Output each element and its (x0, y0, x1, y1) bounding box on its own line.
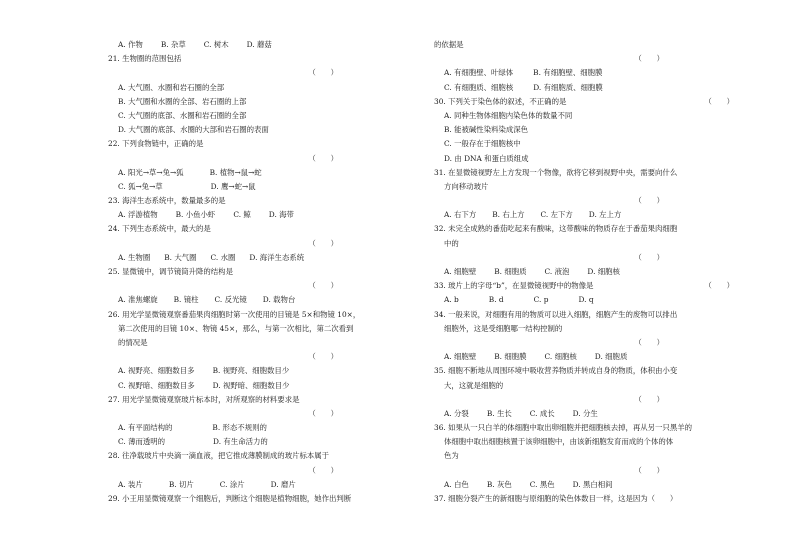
answer-option: C. 涂片 (219, 479, 245, 489)
answer-option: D. 载物台 (262, 295, 296, 305)
answer-option: B. 右上方 (492, 210, 525, 220)
question-text (108, 222, 430, 236)
line-text: A. 大气圈、水圈和岩石圈的全部 (118, 82, 225, 92)
answer-option: C. 液泡 (544, 267, 570, 276)
answer-option: C. 成长 (529, 408, 555, 418)
left-column (108, 38, 430, 506)
answer-option: A. 浮游植物 (118, 210, 158, 220)
question-text-continued (434, 449, 756, 463)
answer-option: A. 白色 (444, 479, 469, 489)
question-text (434, 222, 756, 236)
line-text: 色为 (444, 451, 459, 461)
answer-option: C. 视野暗、细胞数目多 (118, 380, 195, 390)
answer-option: B. 镜柱 (173, 295, 199, 305)
line-text: 34. 一般来说，对细胞有用的物质可以进入细胞，细胞产生的废物可以排出 (434, 309, 678, 319)
answer-options-row (434, 66, 756, 80)
answer-option: D. 左上方 (588, 210, 622, 220)
answer-option-line (434, 123, 756, 137)
question-text (434, 492, 756, 506)
answer-blank (108, 407, 430, 421)
question-text (108, 449, 430, 463)
answer-blank (434, 251, 756, 265)
question-text (108, 52, 430, 66)
answer-option: D. 细胞核 (587, 267, 620, 276)
answer-options-row (434, 208, 756, 222)
answer-option: D. 视野暗、细胞数目少 (212, 380, 290, 390)
answer-option: C. 细胞核 (544, 352, 577, 362)
question-text-continued (434, 180, 756, 194)
answer-blank-parens: （ ） (634, 252, 664, 262)
answer-blank (434, 464, 756, 478)
answer-option: C. 鲸 (233, 210, 251, 220)
answer-blank-parens: （ ） (704, 96, 734, 106)
answer-options-row (108, 38, 430, 52)
answer-options-row (434, 407, 756, 421)
answer-option: D. 细胞质 (594, 352, 628, 362)
answer-blank (434, 336, 756, 350)
answer-option: C. 黑色 (529, 479, 555, 489)
line-text: 大，这就是细胞的 (444, 380, 504, 390)
answer-option: B. 有细胞壁、细胞膜 (533, 68, 603, 78)
answer-option: B. 细胞膜 (494, 352, 527, 362)
answer-option: A. 有细胞壁、叶绿体 (444, 68, 514, 78)
right-column (434, 38, 756, 506)
line-text: 细胞外，这是受细胞哪一结构控制的 (444, 323, 563, 333)
line-text: 30. 下列关于染色体的叙述，不正确的是 (434, 96, 567, 106)
answer-options-row (434, 350, 756, 364)
line-text: 36. 如果从一只白羊的体细胞中取出卵细胞并把细胞核去掉，再从另一只黑羊的 (434, 423, 692, 433)
answer-option: A. 阳光→草→兔→狐 (118, 167, 184, 177)
question-text (434, 279, 756, 293)
answer-option: B. 生长 (486, 408, 512, 418)
answer-blank-parens: （ ） (634, 394, 664, 404)
question-text (434, 421, 756, 435)
answer-option: D. 有生命活力的 (213, 437, 268, 447)
line-text: 27. 用光学显微镜观察玻片标本时，对所观察的材料要求是 (108, 394, 300, 404)
answer-options-row (434, 293, 756, 307)
answer-option: B. 形态不规则的 (212, 423, 267, 433)
question-text (108, 393, 430, 407)
line-text: 21. 生物圈的范围包括 (108, 54, 182, 64)
answer-option: D. 有细胞质、细胞膜 (533, 82, 603, 92)
line-text: 方向移动玻片 (444, 181, 489, 191)
question-text (434, 364, 756, 378)
line-text: 中的 (444, 238, 459, 248)
question-text-continued (434, 322, 756, 336)
answer-blank-parens: （ ） (308, 68, 338, 78)
line-text: A. 同种生物体细胞内染色体的数量不同 (444, 110, 573, 120)
answer-blank-parens: （ ） (634, 337, 664, 347)
answer-option: C. 狐→兔→草 (118, 181, 163, 191)
answer-option: D. 鹰→蛇→鼠 (210, 181, 256, 191)
answer-option: C. p (533, 295, 549, 305)
answer-options-row (108, 435, 430, 449)
line-text: 的依据是 (434, 40, 464, 49)
answer-option: D. 磨片 (270, 479, 296, 489)
line-text: 第二次使用的目镜 10×、物镜 45×，那么，与第一次相比，第二次看到 (118, 323, 354, 333)
line-text: C. 一般存在于细胞核中 (444, 139, 521, 149)
answer-option-line (434, 137, 756, 151)
answer-option: C. 反光镜 (214, 295, 247, 305)
line-text: D. 大气圈的底部、水圈的大部和岩石圈的表面 (118, 125, 269, 135)
line-text: 28. 往净载玻片中央滴一滴血液，把它推成薄膜制成的玻片标本属于 (108, 451, 330, 461)
answer-option-line (108, 81, 430, 95)
answer-options-row (108, 208, 430, 222)
line-text: B. 大气圈和水圈的全部、岩石圈的上部 (118, 96, 247, 106)
answer-option-line (434, 109, 756, 123)
line-text: B. 能被碱性染料染成深色 (444, 125, 529, 135)
line-text: 31. 在显微镜视野左上方发现一个物像，欲将它移到视野中央，需要向什么 (434, 167, 678, 177)
answer-options-row (108, 251, 430, 265)
question-text (108, 492, 430, 506)
answer-option: B. 大气圈 (164, 252, 197, 262)
answer-option: D. q (578, 295, 594, 305)
answer-blank (434, 393, 756, 407)
question-text (434, 308, 756, 322)
answer-option: C. 水圈 (210, 252, 236, 262)
answer-option: B. 植物→鼠→蛇 (209, 167, 262, 177)
answer-option: A. b (444, 295, 459, 305)
answer-blank-parens: （ ） (308, 408, 338, 418)
answer-blank-parens: （ ） (308, 153, 338, 163)
question-text-continued (108, 322, 430, 336)
answer-blank (434, 52, 756, 66)
question-text-continued (434, 237, 756, 251)
answer-option-line (108, 123, 430, 137)
answer-option: D. 海洋生态系统 (249, 252, 305, 262)
line-text: C. 大气圈的底部、水圈和岩石圈的全部 (118, 110, 247, 120)
answer-blank-parens: （ ） (634, 54, 664, 64)
answer-blank-parens: （ ） (308, 281, 338, 291)
line-text: D. 由 DNA 和蛋白质组成 (444, 153, 529, 163)
answer-option: B. 杂草 (160, 40, 186, 49)
question-text (434, 38, 756, 52)
answer-option: B. 细胞质 (494, 267, 527, 276)
line-text: 29. 小王用显微镜观察一个细胞后，判断这个细胞是植物细胞，她作出判断 (108, 494, 352, 503)
line-text: 的情况是 (118, 337, 148, 347)
answer-option: A. 准焦螺旋 (118, 295, 158, 305)
answer-options-row (434, 81, 756, 95)
answer-option: A. 装片 (118, 479, 143, 489)
answer-blank (108, 237, 430, 251)
answer-option: D. 分生 (572, 408, 598, 418)
answer-option-line (108, 109, 430, 123)
answer-blank (108, 66, 430, 80)
line-text: 26. 用光学显微镜观察番茄果肉细胞时第一次使用的目镜是 5×和物镜 10×， (108, 309, 361, 319)
line-text: 体细胞中取出细胞核置于该卵细胞中，由该新细胞发育而成的个体的体 (444, 437, 674, 447)
question-text (108, 308, 430, 322)
answer-option: C. 薄而透明的 (118, 437, 166, 447)
line-text: 35. 细胞不断地从周围环境中吸收营养物质并转成自身的物质，体积由小变 (434, 366, 678, 376)
answer-option: C. 左下方 (540, 210, 573, 220)
answer-options-row (108, 180, 430, 194)
answer-option: A. 生物圈 (118, 252, 151, 262)
question-text-continued (434, 379, 756, 393)
answer-option: D. 黑白相间 (572, 479, 613, 489)
question-text-continued (434, 435, 756, 449)
answer-option: B. 视野亮、细胞数目少 (212, 366, 290, 376)
line-text: 33. 玻片上的字母“b”，在显微镜视野中的物像是 (434, 281, 594, 291)
answer-option-line (108, 95, 430, 109)
question-text (434, 166, 756, 180)
answer-option: B. d (488, 295, 504, 305)
answer-blank-parens: （ ） (634, 196, 664, 206)
answer-option: B. 灰色 (486, 479, 512, 489)
answer-blank-parens: （ ） (308, 465, 338, 475)
answer-options-row (108, 379, 430, 393)
answer-options-row (108, 364, 430, 378)
answer-option-line (434, 152, 756, 166)
answer-option: B. 小鱼小虾 (175, 210, 216, 220)
answer-option: D. 海带 (268, 210, 294, 220)
answer-options-row (434, 478, 756, 492)
answer-options-row (108, 478, 430, 492)
answer-blank (108, 350, 430, 364)
answer-blank-parens: （ ） (308, 238, 338, 248)
line-text: 25. 显微镜中，调节镜筒升降的结构是 (108, 267, 233, 276)
answer-options-row (434, 265, 756, 279)
answer-options-row (108, 293, 430, 307)
line-text: 37. 细胞分裂产生的新细胞与原细胞的染色体数目一样，这是因为（ ） (434, 494, 678, 503)
question-text (434, 95, 756, 109)
answer-option: A. 视野亮、细胞数目多 (118, 366, 195, 376)
answer-blank-parens: （ ） (634, 465, 664, 475)
answer-blank (108, 464, 430, 478)
answer-options-row (108, 166, 430, 180)
answer-option: A. 分裂 (444, 408, 469, 418)
answer-option: A. 细胞壁 (444, 267, 477, 276)
answer-option: D. 蘑菇 (246, 40, 272, 49)
question-text (108, 137, 430, 151)
line-text: 24. 下列生态系统中，最大的是 (108, 224, 211, 234)
answer-blank (434, 194, 756, 208)
line-text: 32. 未完全成熟的番茄吃起来有酸味，这带酸味的物质存在于番茄果肉细胞 (434, 224, 678, 234)
answer-option: A. 细胞壁 (444, 352, 477, 362)
answer-options-row (108, 421, 430, 435)
answer-option: B. 切片 (168, 479, 194, 489)
answer-blank-parens: （ ） (308, 352, 338, 362)
line-text: 22. 下列食物链中，正确的是 (108, 139, 204, 149)
answer-blank (108, 279, 430, 293)
answer-option: A. 有平面结构的 (118, 423, 173, 433)
question-text (108, 194, 430, 208)
answer-option: A. 右下方 (444, 210, 477, 220)
line-text: 23. 海洋生态系统中，数量最多的是 (108, 196, 226, 206)
question-text (108, 265, 430, 279)
answer-option: C. 有细胞质、细胞核 (444, 82, 514, 92)
answer-option: A. 作物 (118, 40, 143, 49)
answer-blank-parens: （ ） (704, 281, 734, 291)
answer-blank (108, 152, 430, 166)
answer-option: C. 树木 (203, 40, 229, 49)
question-text-continued (108, 336, 430, 350)
